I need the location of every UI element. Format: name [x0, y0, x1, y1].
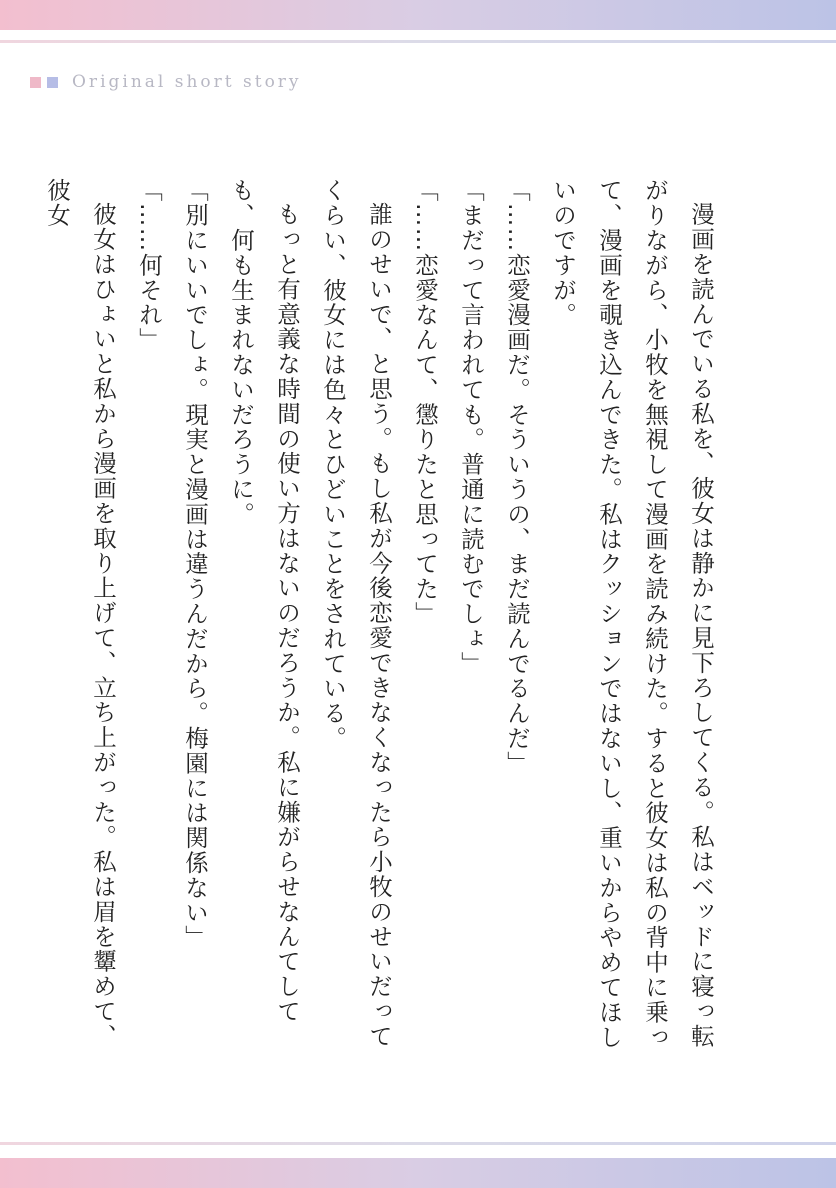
dialogue-line: 「まだって言われても。普通に読むでしょ」	[457, 178, 485, 676]
story-paragraph: 漫画を読んでいる私を、彼女は静かに見下ろしてくる。私はベッドに寝っ転がりながら、小牧を無視して漫画を読み続けた。すると彼女は私の背中に乗って、漫画を覗き込んできた。私はクッションではないし、重いからやめてほしいのですが。	[549, 178, 715, 1050]
bottom-gradient-band	[0, 1158, 836, 1188]
pink-square-icon	[30, 77, 41, 88]
story-paragraph: 誰のせいで、と思う。もし私が今後恋愛できなくなったら小牧のせいだってくらい、彼女には色々とひどいことをされている。	[319, 178, 393, 1049]
story-paragraph: もっと有意義な時間の使い方はないのだろうか。私に嫌がらせなんてしても、何も生まれないだろうに。	[227, 178, 301, 1024]
dialogue-line: 「……恋愛なんて、懲りたと思ってた」	[411, 178, 439, 627]
top-rule	[0, 40, 836, 43]
blue-square-icon	[47, 77, 58, 88]
story-paragraph: 彼女はひょいと私から漫画を取り上げて、立ち上がった。私は眉を顰めて、彼女	[43, 178, 117, 1049]
dialogue-line: 「……恋愛漫画だ。そういうの、まだ読んでるんだ」	[503, 178, 531, 776]
header-label: Original short story	[72, 72, 302, 92]
story-body	[34, 178, 724, 1058]
dialogue-line: 「……何それ」	[135, 178, 163, 353]
bottom-rule	[0, 1142, 836, 1145]
dialogue-line: 「別にいいでしょ。現実と漫画は違うんだから。梅園には関係ない」	[181, 178, 209, 950]
section-header	[30, 70, 302, 94]
top-gradient-band	[0, 0, 836, 30]
